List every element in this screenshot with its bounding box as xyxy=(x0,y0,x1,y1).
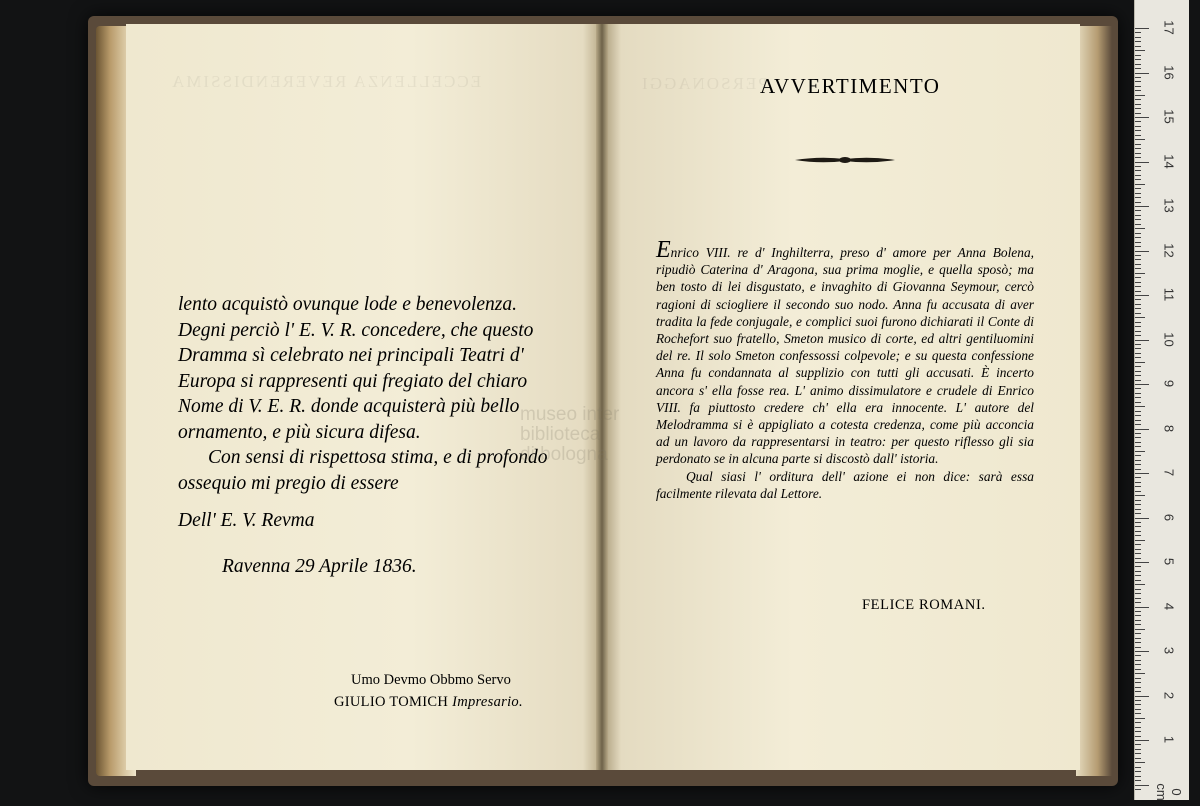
avvertimento-paragraph-1 xyxy=(656,237,1034,468)
drop-cap: E xyxy=(656,237,671,263)
ruler-tick xyxy=(1135,259,1141,260)
ruler-tick xyxy=(1135,184,1145,185)
page-title: AVVERTIMENTO xyxy=(760,74,941,98)
ruler-label: 6 xyxy=(1161,513,1177,521)
ruler-tick xyxy=(1135,758,1141,759)
ruler-tick xyxy=(1135,500,1141,501)
ruler-tick xyxy=(1135,144,1141,145)
ruler-tick xyxy=(1135,50,1145,51)
ruler-tick xyxy=(1135,148,1141,149)
ruler-label: 15 xyxy=(1161,109,1177,124)
ruler-tick xyxy=(1135,353,1141,354)
ruler-tick xyxy=(1135,451,1145,452)
ruler-tick xyxy=(1135,633,1141,634)
ruler-tick xyxy=(1135,731,1141,732)
ruler-tick xyxy=(1135,139,1145,140)
ruler-tick xyxy=(1135,99,1141,100)
ruler-tick xyxy=(1135,526,1141,527)
ruler-tick xyxy=(1135,477,1141,478)
ruler-tick xyxy=(1135,598,1141,599)
ruler-tick xyxy=(1135,655,1141,656)
ruler-tick xyxy=(1135,762,1145,763)
ruler-tick xyxy=(1135,509,1141,510)
ruler-tick xyxy=(1135,611,1141,612)
ruler-tick xyxy=(1135,313,1141,314)
ruler-tick xyxy=(1135,664,1141,665)
ruler-tick xyxy=(1135,68,1141,69)
ruler-tick xyxy=(1135,175,1141,176)
ruler-tick xyxy=(1135,678,1141,679)
ruler-label: 1 xyxy=(1161,735,1177,744)
ruler-tick xyxy=(1135,780,1141,781)
ruler-label: 0 cm xyxy=(1154,782,1184,801)
ruler-tick xyxy=(1135,95,1145,96)
ruler-tick xyxy=(1135,647,1141,648)
signature-block xyxy=(334,694,523,711)
ruler-tick xyxy=(1135,308,1141,309)
ruler-tick xyxy=(1135,206,1149,207)
ruler-tick xyxy=(1135,348,1141,349)
ruler-tick xyxy=(1135,562,1149,563)
ruler-label: 4 xyxy=(1161,602,1177,610)
author-name: FELICE ROMANI. xyxy=(862,597,986,613)
ruler-tick xyxy=(1135,535,1141,536)
ruler-tick xyxy=(1135,660,1141,661)
ruler-tick xyxy=(1135,469,1141,470)
ruler-tick xyxy=(1135,446,1141,447)
ruler-label: 2 xyxy=(1161,691,1177,699)
right-page-edges xyxy=(1076,26,1112,776)
ruler-tick xyxy=(1135,486,1141,487)
ruler-tick xyxy=(1135,37,1141,38)
ruler-tick xyxy=(1135,411,1141,412)
ruler-tick xyxy=(1135,518,1149,519)
ruler-tick xyxy=(1135,344,1141,345)
ruler-tick xyxy=(1135,59,1141,60)
ruler-tick xyxy=(1135,340,1149,341)
ruler-tick xyxy=(1135,464,1141,465)
ruler-tick xyxy=(1135,767,1141,768)
ruler-tick xyxy=(1135,722,1141,723)
avvertimento-paragraph-2: Qual siasi l' orditura dell' azione ei non dice: sarà essa facilmente rilevata dal Lettore. xyxy=(656,468,1034,501)
ruler-tick xyxy=(1135,179,1141,180)
dedication-paragraph-1: lento acquistò ovunque lode e benevolenza. Degni perciò l' E. V. R. concedere, che questo Dramma sì celebrato nei principali Teatri d' Europa si rappresenti qui fregiato del chiaro Nome di V. E. R. donde acquisterà più bello ornamento, e più sicura difesa. xyxy=(178,294,534,443)
ruler-label: 17 xyxy=(1161,20,1177,35)
divider-ornament-icon xyxy=(795,152,895,168)
ruler-tick xyxy=(1135,282,1141,283)
ruler-tick xyxy=(1135,41,1141,42)
ruler-tick xyxy=(1135,669,1141,670)
watermark-line-1: museo inter xyxy=(520,404,620,425)
ruler-tick xyxy=(1135,415,1141,416)
ruler-tick xyxy=(1135,113,1141,114)
ruler-tick xyxy=(1135,157,1141,158)
ruler-tick xyxy=(1135,437,1141,438)
ruler-tick xyxy=(1135,295,1149,296)
ruler-tick xyxy=(1135,317,1145,318)
ruler-tick xyxy=(1135,77,1141,78)
ruler-tick xyxy=(1135,402,1141,403)
ruler-tick xyxy=(1135,558,1141,559)
ruler-tick xyxy=(1135,455,1141,456)
ruler-tick xyxy=(1135,513,1141,514)
ruler-tick xyxy=(1135,553,1141,554)
library-watermark xyxy=(520,405,619,465)
ruler-tick xyxy=(1135,566,1141,567)
ruler-tick xyxy=(1135,362,1145,363)
ruler-tick xyxy=(1135,90,1141,91)
ruler-tick xyxy=(1135,749,1141,750)
ruler-tick xyxy=(1135,584,1145,585)
ruler-label: 8 xyxy=(1161,424,1177,432)
ruler-tick xyxy=(1135,162,1149,163)
avvertimento-text xyxy=(656,237,1034,502)
ruler-label: 14 xyxy=(1161,153,1177,169)
ruler-tick xyxy=(1135,188,1141,189)
ruler-tick xyxy=(1135,785,1149,786)
ruler-tick xyxy=(1135,495,1145,496)
ruler-tick xyxy=(1135,215,1141,216)
ruler-tick xyxy=(1135,219,1141,220)
ruler-tick xyxy=(1135,255,1141,256)
ruler-tick xyxy=(1135,429,1149,430)
ruler-tick xyxy=(1135,331,1141,332)
ruler-label: 11 xyxy=(1161,287,1177,302)
ruler-tick xyxy=(1135,268,1141,269)
ruler-label: 5 xyxy=(1161,557,1177,566)
ruler-tick xyxy=(1135,86,1141,87)
watermark-line-2: biblioteca xyxy=(520,424,601,445)
ruler-tick xyxy=(1135,81,1141,82)
ruler-tick xyxy=(1135,135,1141,136)
ruler-tick xyxy=(1135,696,1149,697)
ruler-tick xyxy=(1135,624,1141,625)
ruler-tick xyxy=(1135,420,1141,421)
ruler-tick xyxy=(1135,237,1141,238)
ruler-tick xyxy=(1135,224,1141,225)
ruler-tick xyxy=(1135,55,1141,56)
ruler-tick xyxy=(1135,744,1141,745)
ruler-tick xyxy=(1135,246,1141,247)
ruler-tick xyxy=(1135,709,1141,710)
ruler-tick xyxy=(1135,789,1141,790)
ruler-tick xyxy=(1135,108,1141,109)
ruler-tick xyxy=(1135,522,1141,523)
ruler-tick xyxy=(1135,193,1141,194)
ruler-tick xyxy=(1135,104,1141,105)
ruler-tick xyxy=(1135,580,1141,581)
ruler-tick xyxy=(1135,753,1141,754)
ruler-tick xyxy=(1135,228,1145,229)
ruler-tick xyxy=(1135,607,1149,608)
ruler-tick xyxy=(1135,549,1141,550)
left-bleedthrough-heading: ECCELLENZA REVERENDISSIMA xyxy=(170,72,482,91)
dedication-closing: Dell' E. V. Revma xyxy=(178,510,315,531)
ruler-tick xyxy=(1135,642,1141,643)
ruler-label: 3 xyxy=(1161,646,1177,655)
ruler-tick xyxy=(1135,121,1141,122)
ruler-tick xyxy=(1135,170,1141,171)
ruler-tick xyxy=(1135,233,1141,234)
ruler-tick xyxy=(1135,620,1141,621)
ruler-tick xyxy=(1135,406,1145,407)
watermark-line-3: di bologna xyxy=(520,444,608,465)
ruler-tick xyxy=(1135,771,1141,772)
signature-name: GIULIO TOMICH xyxy=(334,694,449,710)
ruler-tick xyxy=(1135,326,1141,327)
ruler-tick xyxy=(1135,482,1141,483)
ruler-tick xyxy=(1135,776,1141,777)
ruler-tick xyxy=(1135,299,1141,300)
ruler-tick xyxy=(1135,197,1141,198)
book-gutter xyxy=(596,24,608,770)
ruler-tick xyxy=(1135,593,1141,594)
ruler-tick xyxy=(1135,740,1149,741)
ruler-tick xyxy=(1135,117,1149,118)
ruler-tick xyxy=(1135,393,1141,394)
ruler-tick xyxy=(1135,46,1141,47)
ruler-tick xyxy=(1135,273,1145,274)
ruler-tick xyxy=(1135,202,1141,203)
ruler-tick xyxy=(1135,691,1141,692)
signature-line: Umo Devmo Obbmo Servo xyxy=(351,672,511,688)
ruler-tick xyxy=(1135,651,1149,652)
ruler-tick xyxy=(1135,380,1141,381)
ruler-tick xyxy=(1135,371,1141,372)
ruler-tick xyxy=(1135,433,1141,434)
ruler-tick xyxy=(1135,687,1141,688)
ruler-tick xyxy=(1135,575,1141,576)
ruler-tick xyxy=(1135,682,1141,683)
ruler-tick xyxy=(1135,242,1141,243)
ruler-tick xyxy=(1135,32,1141,33)
ruler-tick xyxy=(1135,384,1149,385)
ruler-tick xyxy=(1135,73,1149,74)
ruler-tick xyxy=(1135,251,1149,252)
ruler-tick xyxy=(1135,700,1141,701)
ruler-tick xyxy=(1135,704,1141,705)
ruler-tick xyxy=(1135,366,1141,367)
place-date: Ravenna 29 Aprile 1836. xyxy=(222,555,417,577)
ruler-tick xyxy=(1135,322,1141,323)
ruler-tick xyxy=(1135,540,1145,541)
ruler-tick xyxy=(1135,335,1141,336)
ruler-tick xyxy=(1135,544,1141,545)
ruler-tick xyxy=(1135,388,1141,389)
ruler-tick xyxy=(1135,375,1141,376)
ruler-label: 12 xyxy=(1161,242,1177,258)
ruler-tick xyxy=(1135,638,1141,639)
ruler-tick xyxy=(1135,126,1141,127)
ruler-tick xyxy=(1135,286,1141,287)
ruler-label: 13 xyxy=(1161,198,1177,213)
ruler-tick xyxy=(1135,460,1141,461)
ruler-tick xyxy=(1135,64,1141,65)
signature-role: Impresario. xyxy=(452,694,523,710)
ruler-tick xyxy=(1135,291,1141,292)
right-bleedthrough-heading: PERSONAGGI xyxy=(640,74,768,93)
ruler-tick xyxy=(1135,210,1141,211)
ruler-tick xyxy=(1135,357,1141,358)
ruler-label: 9 xyxy=(1161,379,1177,388)
ruler-tick xyxy=(1135,153,1141,154)
ruler-tick xyxy=(1135,397,1141,398)
ruler-label: 16 xyxy=(1161,64,1177,80)
ruler-tick xyxy=(1135,424,1141,425)
ruler-tick xyxy=(1135,304,1141,305)
dedication-paragraph-2: Con sensi di rispettosa stima, e di profondo ossequio mi pregio di essere xyxy=(178,447,548,494)
dedication-text xyxy=(178,292,568,579)
ruler-tick xyxy=(1135,571,1141,572)
ruler-tick xyxy=(1135,531,1141,532)
ruler-tick xyxy=(1135,130,1141,131)
ruler-tick xyxy=(1135,713,1141,714)
ruler-tick xyxy=(1135,277,1141,278)
ruler-tick xyxy=(1135,442,1141,443)
ruler-label: 10 xyxy=(1161,331,1177,347)
ruler-tick xyxy=(1135,615,1141,616)
ruler-tick xyxy=(1135,504,1141,505)
ruler-tick xyxy=(1135,28,1149,29)
measurement-ruler xyxy=(1134,0,1189,800)
ruler-tick xyxy=(1135,491,1141,492)
ruler-tick xyxy=(1135,589,1141,590)
ruler-tick xyxy=(1135,166,1141,167)
ruler-tick xyxy=(1135,673,1145,674)
ruler-tick xyxy=(1135,727,1141,728)
ruler-tick xyxy=(1135,602,1141,603)
ruler-tick xyxy=(1135,264,1141,265)
ruler-tick xyxy=(1135,629,1145,630)
ruler-tick xyxy=(1135,718,1145,719)
ruler-label: 7 xyxy=(1161,468,1177,477)
ruler-tick xyxy=(1135,473,1149,474)
ruler-tick xyxy=(1135,736,1141,737)
avvertimento-paragraph-1-text: nrico VIII. re d' Inghilterra, preso d' amore per Anna Bolena, ripudiò Caterina d' Aragona, sua prima moglie, e quella sposò; ma ben tosto di lei disgustato, e invaghito di Giovanna Seymour, cercò ragioni di sciogliere il secondo suo nodo. Anna fu accusata di aver tradita la fede conjugale, e complici suoi furono dichiarati il Conte di Rochefort suo fratello, Smeton musico di corte, ed altri gentiluomini del re. Il solo Smeton confessossi colpevole; e su questa confessione Anna fu condannata al supplizio con tutti gli accusati. È incerto ancora s' ella fosse rea. L' animo dissimulatore e crudele di Enrico VIII. fa piuttosto credere ch' ella era innocente. L' autore del Melodramma si è appigliato a cotesta credenza, come più acconcia ad un lavoro da rappresentarsi in teatro: per questo riflesso gli sia perdonato se in alcuna parte si discostò dall' istoria. xyxy=(656,245,1034,467)
